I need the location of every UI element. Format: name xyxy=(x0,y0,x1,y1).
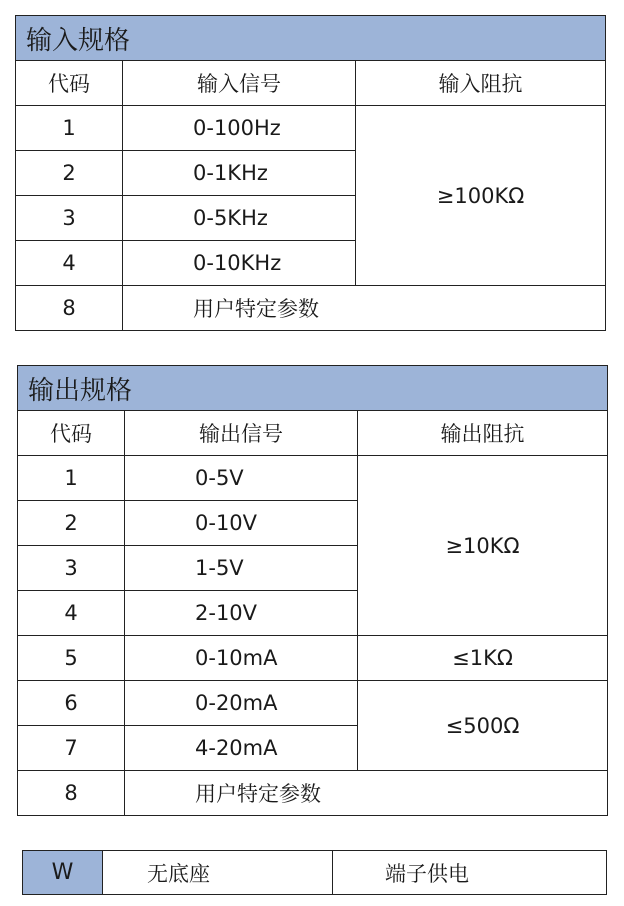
output-spec-table xyxy=(17,365,608,816)
input-header-signal: 输入信号 xyxy=(123,61,356,106)
output-header-impedance: 输出阻抗 xyxy=(358,411,608,456)
output-header-code: 代码 xyxy=(18,411,125,456)
output-header-signal: 输出信号 xyxy=(125,411,358,456)
output-row-signal: 0-10mA xyxy=(125,636,358,681)
input-header-code: 代码 xyxy=(16,61,123,106)
input-row-code: 4 xyxy=(16,241,123,286)
base-option-supply: 端子供电 xyxy=(333,851,607,895)
output-row-signal: 0-10V xyxy=(125,501,358,546)
input-row-code: 1 xyxy=(16,106,123,151)
input-row-signal: 0-10KHz xyxy=(123,241,356,286)
output-impedance-current-10ma: ≤1KΩ xyxy=(358,636,608,681)
output-row-code: 7 xyxy=(18,726,125,771)
output-row-code: 5 xyxy=(18,636,125,681)
output-row-signal: 2-10V xyxy=(125,591,358,636)
input-row-signal: 0-5KHz xyxy=(123,196,356,241)
base-option-table xyxy=(22,850,607,895)
output-row-code: 6 xyxy=(18,681,125,726)
output-row-signal: 1-5V xyxy=(125,546,358,591)
output-row-code: 2 xyxy=(18,501,125,546)
output-row-code: 4 xyxy=(18,591,125,636)
input-row-code: 3 xyxy=(16,196,123,241)
input-custom-code: 8 xyxy=(16,286,123,331)
input-spec-title: 输入规格 xyxy=(16,16,606,61)
output-row-code: 1 xyxy=(18,456,125,501)
input-impedance-value: ≥100KΩ xyxy=(356,106,606,286)
base-option-base: 无底座 xyxy=(103,851,333,895)
output-impedance-current-20ma: ≤500Ω xyxy=(358,681,608,771)
base-option-code: W xyxy=(23,851,103,895)
output-row-signal: 4-20mA xyxy=(125,726,358,771)
output-row-code: 3 xyxy=(18,546,125,591)
output-row-signal: 0-20mA xyxy=(125,681,358,726)
input-row-code: 2 xyxy=(16,151,123,196)
output-custom-label: 用户特定参数 xyxy=(125,771,608,816)
input-spec-table xyxy=(15,15,606,331)
input-row-signal: 0-1KHz xyxy=(123,151,356,196)
output-spec-title: 输出规格 xyxy=(18,366,608,411)
input-header-impedance: 输入阻抗 xyxy=(356,61,606,106)
output-impedance-voltage: ≥10KΩ xyxy=(358,456,608,636)
input-row-signal: 0-100Hz xyxy=(123,106,356,151)
output-row-signal: 0-5V xyxy=(125,456,358,501)
output-custom-code: 8 xyxy=(18,771,125,816)
input-custom-label: 用户特定参数 xyxy=(123,286,606,331)
